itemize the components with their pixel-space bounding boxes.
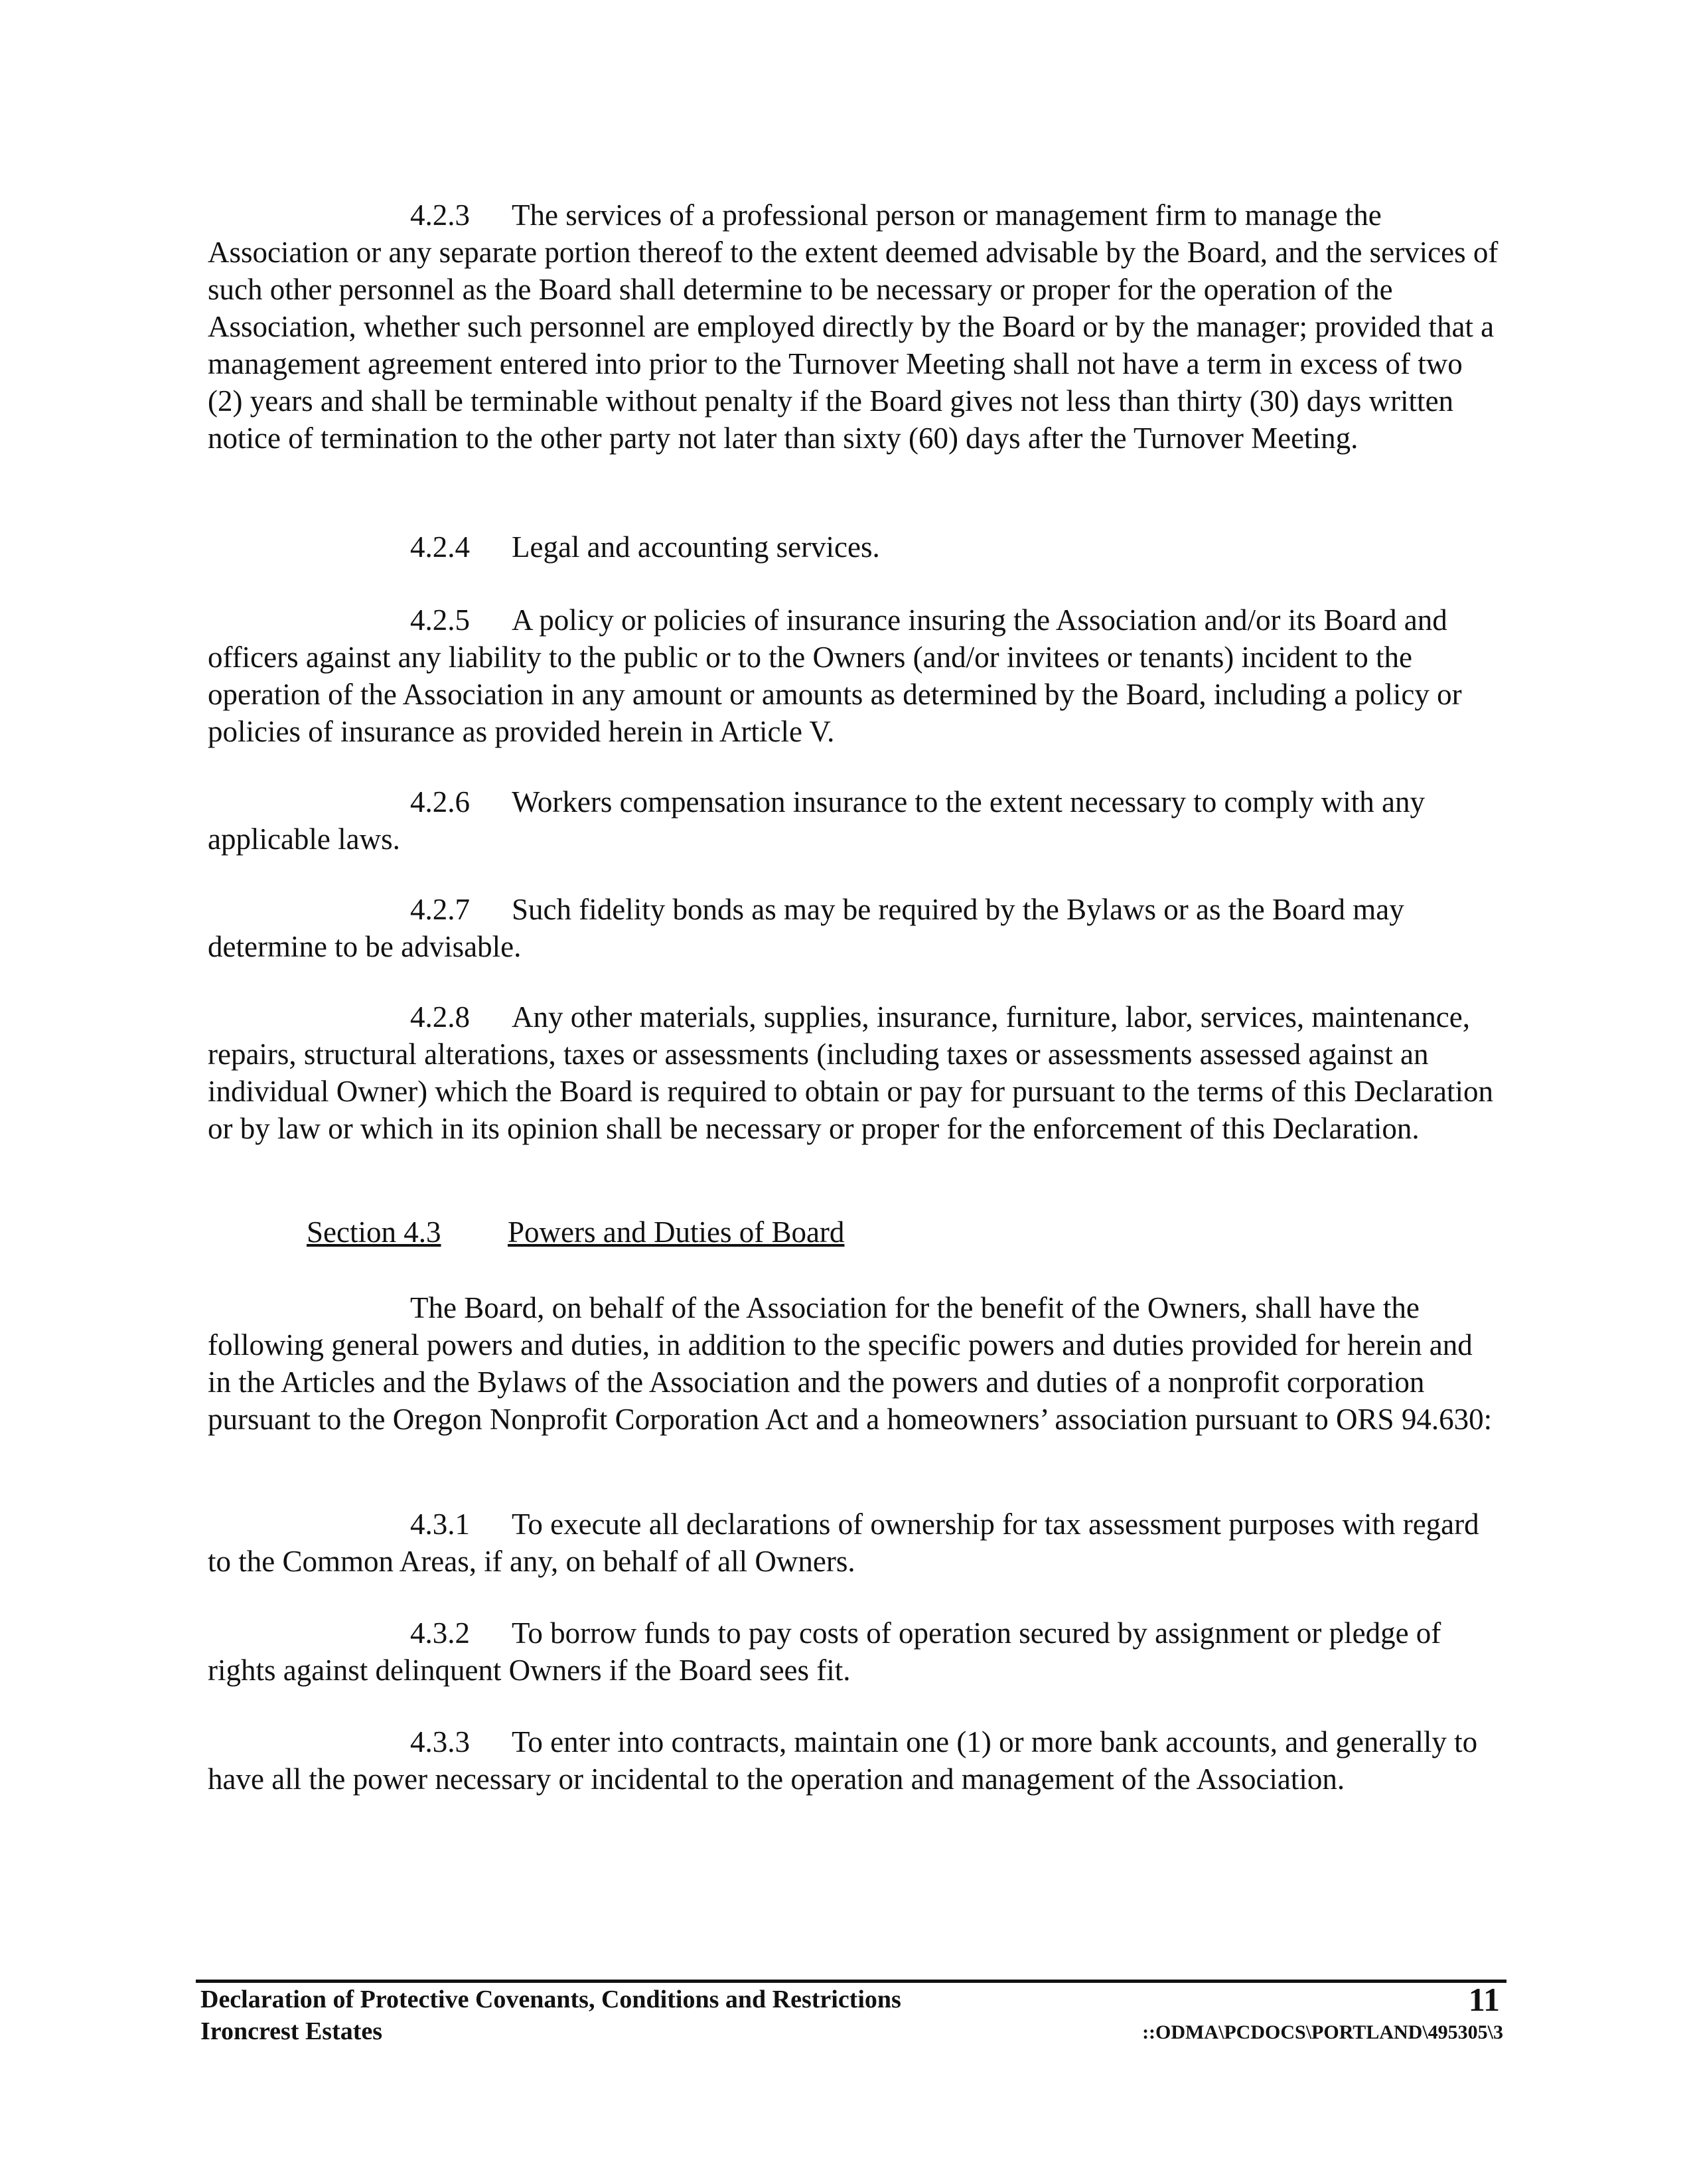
paragraph-4-3-1 <box>208 1506 1502 1580</box>
paragraph-text: Such fidelity bonds as may be required by the Bylaws or as the Board may determine to be advisable. <box>208 893 1404 963</box>
paragraph-text: To enter into contracts, maintain one (1) or more bank accounts, and generally to have all the power necessary or incidental to the operation and management of the Association. <box>208 1725 1478 1796</box>
paragraph-4-2-5 <box>208 601 1502 750</box>
paragraph-number: 4.3.3 <box>410 1725 470 1758</box>
footer-title <box>200 1984 901 2047</box>
paragraph-4-3-2 <box>208 1614 1502 1689</box>
section-heading <box>307 1213 844 1251</box>
paragraph-number: 4.2.6 <box>410 785 470 819</box>
paragraph-4-2-4 <box>208 528 1502 566</box>
page-number: 11 <box>1468 1981 1500 2018</box>
footer-title-line1: Declaration of Protective Covenants, Conditions and Restrictions <box>200 1986 901 2013</box>
section-title: Powers and Duties of Board <box>508 1215 845 1249</box>
section-number: Section 4.3 <box>307 1215 441 1249</box>
footer-title-line2: Ironcrest Estates <box>200 2017 383 2045</box>
paragraph-number: 4.2.5 <box>410 603 470 637</box>
paragraph-text: To borrow funds to pay costs of operation secured by assignment or pledge of rights against delinquent Owners if the Board sees fit. <box>208 1616 1441 1687</box>
section-intro-text: The Board, on behalf of the Association for the benefit of the Owners, shall have the following general powers and duties, in addition to the specific powers and duties provided for herein and in the Articles and the Bylaws of the Association and the powers and duties of a nonprofit corporation pursuant to the Oregon Nonprofit Corporation Act and a homeowners’ association pursuant to ORS 94.630: <box>208 1291 1493 1436</box>
paragraph-4-2-6 <box>208 783 1502 858</box>
section-intro <box>208 1289 1502 1438</box>
paragraph-text: Any other materials, supplies, insurance, furniture, labor, services, maintenance, repairs, structural alterations, taxes or assessments (including taxes or assessments assessed against an individual Owner) which the Board is required to obtain or pay for pursuant to the terms of this Declaration or by law or which in its opinion shall be necessary or proper for the enforcement of this Declaration. <box>208 1000 1493 1145</box>
paragraph-4-3-3 <box>208 1723 1502 1798</box>
paragraph-text: Legal and accounting services. <box>512 530 880 564</box>
paragraph-text: To execute all declarations of ownership for tax assessment purposes with regard to the Common Areas, if any, on behalf of all Owners. <box>208 1508 1479 1578</box>
paragraph-number: 4.2.3 <box>410 198 470 232</box>
paragraph-number: 4.3.1 <box>410 1508 470 1541</box>
paragraph-4-2-3 <box>208 196 1502 457</box>
paragraph-number: 4.2.7 <box>410 893 470 926</box>
document-id: ::ODMA\PCDOCS\PORTLAND\495305\3 <box>1142 2021 1503 2043</box>
paragraph-4-2-7 <box>208 891 1502 965</box>
paragraph-4-2-8 <box>208 998 1502 1147</box>
paragraph-number: 4.3.2 <box>410 1616 470 1650</box>
paragraph-number: 4.2.8 <box>410 1000 470 1034</box>
paragraph-text: A policy or policies of insurance insuring the Association and/or its Board and officers against any liability to the public or to the Owners (and/or invitees or tenants) incident to the operation of the Association in any amount or amounts as determined by the Board, including a policy or policies of insurance as provided herein in Article V. <box>208 603 1462 748</box>
paragraph-text: Workers compensation insurance to the extent necessary to comply with any applicable laws. <box>208 785 1425 856</box>
paragraph-text: The services of a professional person or management firm to manage the Association or any separate portion thereof to the extent deemed advisable by the Board, and the services of such other personnel as the Board shall determine to be necessary or proper for the operation of the Association, whether such personnel are employed directly by the Board or by the manager; provided that a management agreement entered into prior to the Turnover Meeting shall not have a term in excess of two (2) years and shall be terminable without penalty if the Board gives not less than thirty (30) days written notice of termination to the other party not later than sixty (60) days after the Turnover Meeting. <box>208 198 1499 455</box>
paragraph-number: 4.2.4 <box>410 530 470 564</box>
footer-divider <box>196 1980 1506 1983</box>
